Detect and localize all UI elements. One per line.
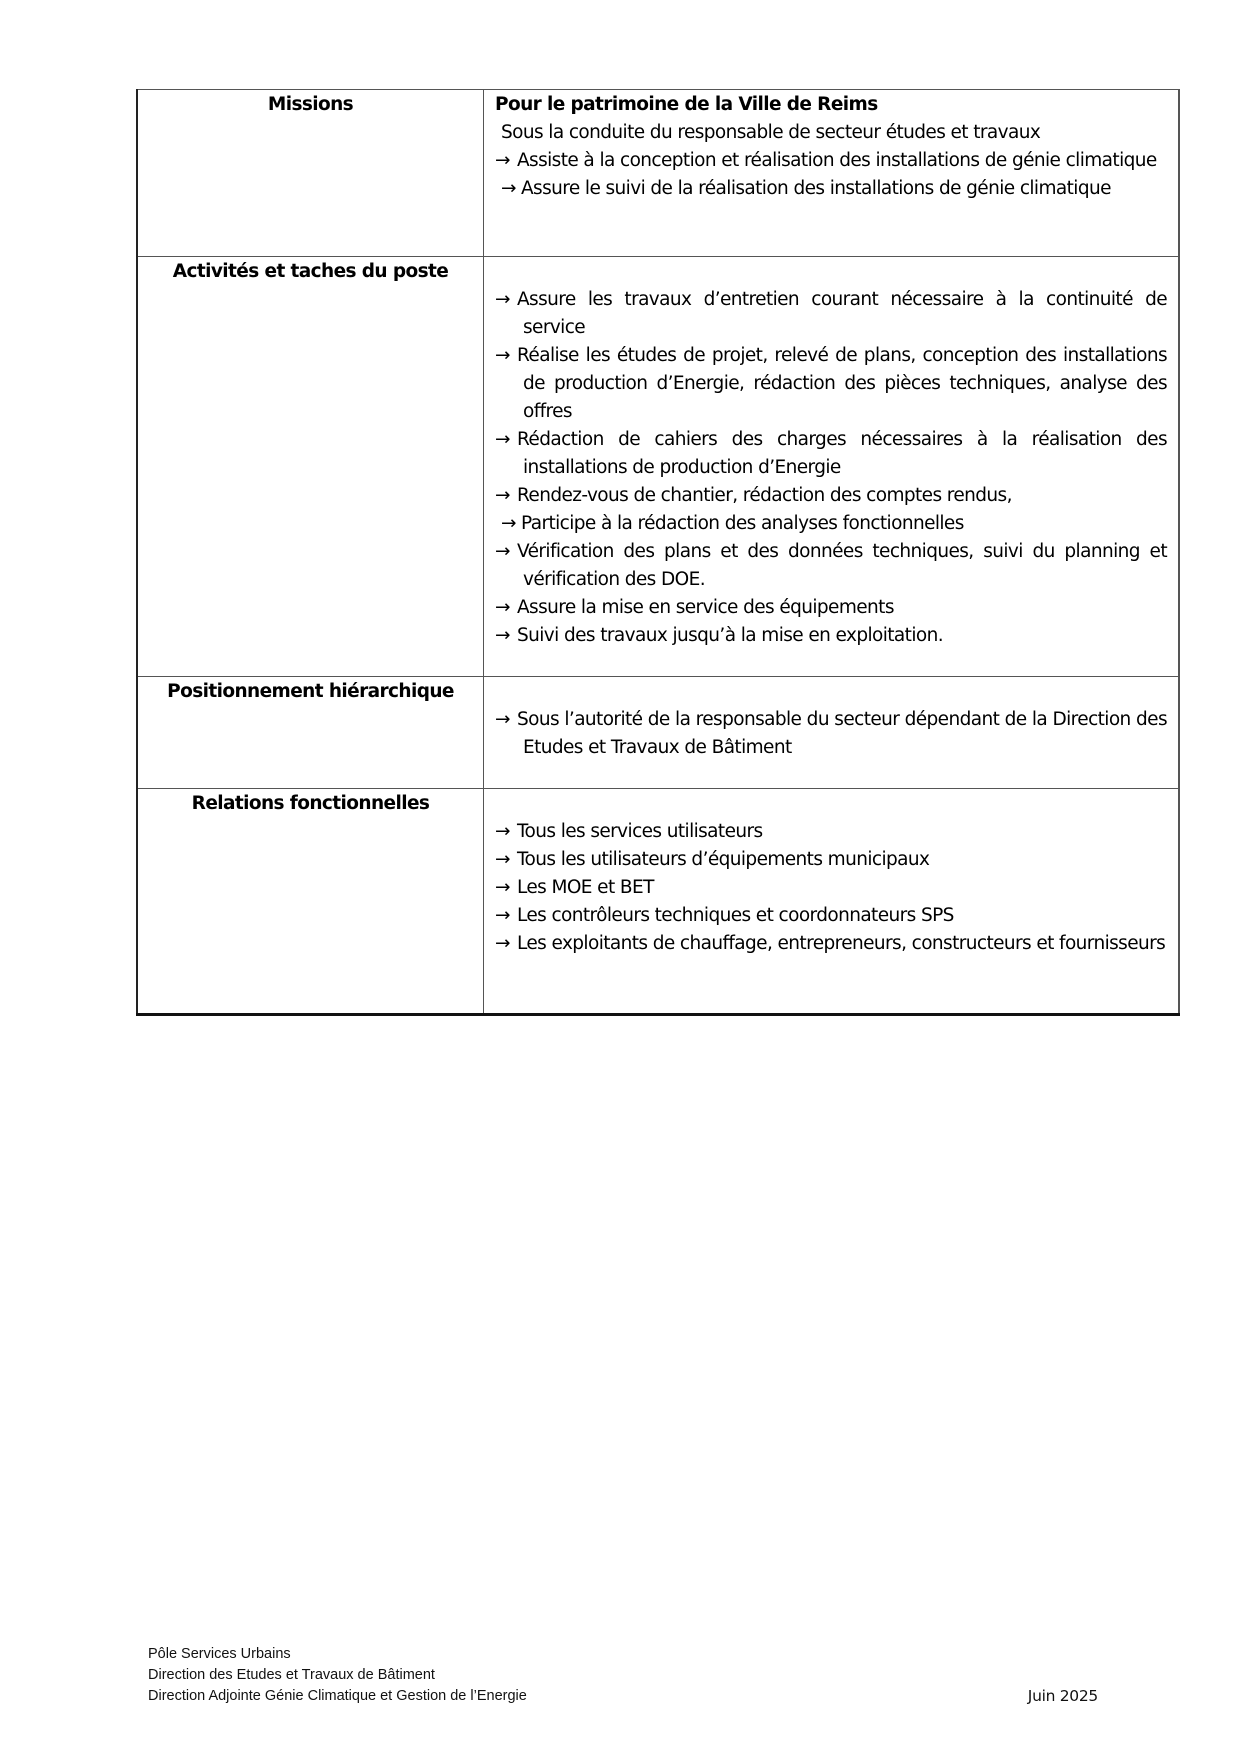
footer-date: Juin 2025 [1027,1687,1098,1705]
arrow-right-icon: → [495,597,510,618]
arrow-right-icon: → [495,485,510,506]
list-item [495,902,1167,930]
row-label-missions: Missions [267,94,354,115]
arrow-right-icon: → [495,150,510,171]
table-row-relations [137,789,1179,1015]
row-label-cell [137,677,484,789]
row-label-relations: Relations fonctionnelles [191,793,430,814]
list-item-text: Les MOE et BET [517,877,654,898]
table-row-positionnement [137,677,1179,789]
row-content-cell [484,789,1180,1015]
arrow-right-icon: → [495,709,510,730]
list-item [495,286,1167,342]
list-item-text: Tous les utilisateurs d’équipements municipaux [517,849,930,870]
list-item [495,706,1167,762]
arrow-right-icon: → [495,429,510,450]
list-item-text: Tous les services utilisateurs [517,821,763,842]
list-item-text: Participe à la rédaction des analyses fonctionnelles [521,513,964,534]
list-item-text: Vérification des plans et des données techniques, suivi du planning et vérification des DOE. [517,541,1167,590]
arrow-right-icon: → [501,513,516,534]
missions-heading: Pour le patrimoine de la Ville de Reims [495,94,878,115]
list-item [495,175,1167,203]
list-item [495,818,1167,846]
footer-pole: Pôle Services Urbains [148,1646,291,1662]
row-label-cell [137,90,484,257]
list-item [495,538,1167,594]
row-content-cell [484,677,1180,789]
list-item-text: Assure les travaux d’entretien courant nécessaire à la continuité de service [517,289,1167,338]
list-item [495,846,1167,874]
arrow-right-icon: → [495,289,510,310]
list-item-text: Les contrôleurs techniques et coordonnateurs SPS [517,905,954,926]
job-description-table [136,89,1180,1016]
list-item [495,510,1167,538]
row-label-cell [137,257,484,677]
arrow-right-icon: → [495,625,510,646]
list-item-text: Suivi des travaux jusqu’à la mise en exploitation. [517,625,943,646]
arrow-right-icon: → [501,178,516,199]
table-row-activites [137,257,1179,677]
list-item [495,594,1167,622]
arrow-right-icon: → [495,849,510,870]
footer-direction: Direction des Etudes et Travaux de Bâtiment [148,1667,435,1683]
row-label-activites: Activités et taches du poste [172,261,449,282]
list-item [495,426,1167,482]
list-item-text: Rédaction de cahiers des charges nécessaires à la réalisation des installations de production d’Energie [517,429,1167,478]
list-item [495,622,1167,650]
row-label-positionnement: Positionnement hiérarchique [167,681,454,702]
footer-last-line [148,1686,1098,1707]
row-label-cell [137,789,484,1015]
arrow-right-icon: → [495,345,510,366]
footer-direction-adjointe: Direction Adjointe Génie Climatique et Gestion de l’Energie [148,1688,527,1704]
list-item-text: Réalise les études de projet, relevé de plans, conception des installations de production d’Energie, rédaction des pièces techniques, analyse des offres [517,345,1167,422]
arrow-right-icon: → [495,821,510,842]
arrow-right-icon: → [495,541,510,562]
list-item-text: Les exploitants de chauffage, entrepreneurs, constructeurs et fournisseurs [517,933,1166,954]
missions-content [495,90,1167,203]
positionnement-content [495,677,1167,762]
list-item [495,147,1167,175]
missions-intro: Sous la conduite du responsable de secteur études et travaux [501,122,1041,143]
list-item [495,930,1167,958]
list-item [495,482,1167,510]
table-row-missions [137,90,1179,257]
row-content-cell [484,257,1180,677]
arrow-right-icon: → [495,933,510,954]
row-content-cell [484,90,1180,257]
list-item-text: Assure le suivi de la réalisation des installations de génie climatique [521,178,1111,199]
arrow-right-icon: → [495,905,510,926]
list-item-text: Rendez-vous de chantier, rédaction des comptes rendus, [517,485,1012,506]
list-item-text: Assiste à la conception et réalisation des installations de génie climatique [517,150,1157,171]
list-item-text: Sous l’autorité de la responsable du secteur dépendant de la Direction des Etudes et Travaux de Bâtiment [517,709,1167,758]
arrow-right-icon: → [495,877,510,898]
list-item-text: Assure la mise en service des équipements [517,597,894,618]
list-item [495,874,1167,902]
list-item [495,342,1167,426]
relations-content [495,789,1167,958]
activites-content [495,257,1167,650]
page-footer [148,1644,1098,1707]
